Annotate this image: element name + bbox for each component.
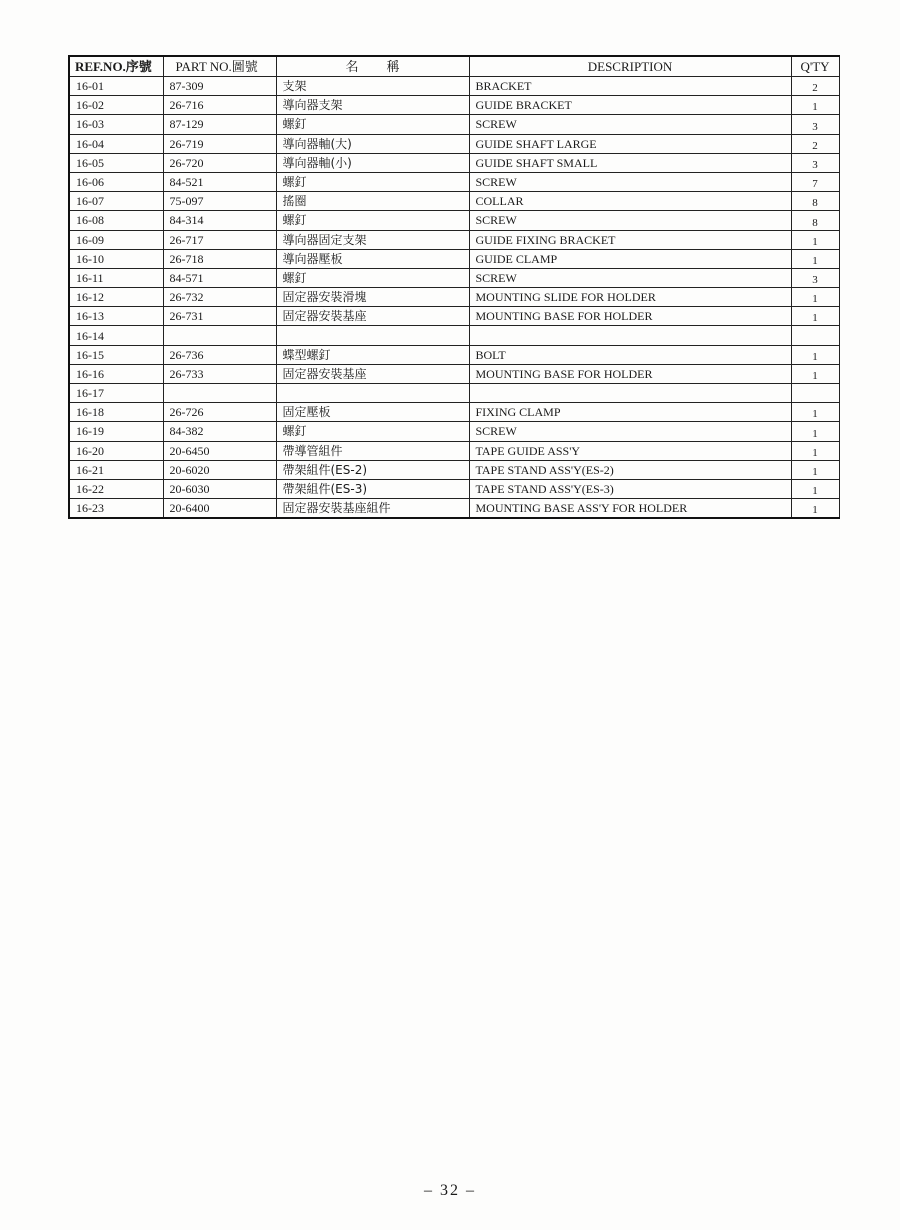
- name-cell: 帶架組件(ES-2): [276, 460, 469, 479]
- name-cell: 蝶型螺釘: [276, 345, 469, 364]
- name-cell: 導向器支架: [276, 96, 469, 115]
- description-cell: GUIDE FIXING BRACKET: [469, 230, 791, 249]
- ref-cell: 16-13: [69, 307, 163, 326]
- table-row: [69, 288, 839, 307]
- table-row: [69, 172, 839, 191]
- name-cell: 螺釘: [276, 211, 469, 230]
- quantity-cell: 1: [791, 479, 839, 498]
- quantity-cell: 7: [791, 172, 839, 191]
- table-row: [69, 268, 839, 287]
- table-row: [69, 403, 839, 422]
- quantity-cell: 8: [791, 192, 839, 211]
- part-number-cell: 84-314: [163, 211, 276, 230]
- part-number-cell: 26-719: [163, 134, 276, 153]
- name-cell: 固定器安裝基座組件: [276, 499, 469, 519]
- header-description: DESCRIPTION: [469, 56, 791, 77]
- part-number-cell: 26-736: [163, 345, 276, 364]
- name-cell: 固定器安裝基座: [276, 307, 469, 326]
- part-number-cell: [163, 384, 276, 403]
- ref-cell: 16-16: [69, 364, 163, 383]
- description-cell: TAPE STAND ASS'Y(ES-2): [469, 460, 791, 479]
- part-number-cell: 87-129: [163, 115, 276, 134]
- ref-cell: 16-10: [69, 249, 163, 268]
- part-number-cell: 26-732: [163, 288, 276, 307]
- part-number-cell: 26-716: [163, 96, 276, 115]
- name-cell: 固定器安裝基座: [276, 364, 469, 383]
- description-cell: GUIDE SHAFT SMALL: [469, 153, 791, 172]
- description-cell: BRACKET: [469, 77, 791, 96]
- ref-cell: 16-02: [69, 96, 163, 115]
- quantity-cell: 1: [791, 364, 839, 383]
- ref-cell: 16-14: [69, 326, 163, 345]
- quantity-cell: [791, 384, 839, 403]
- table-row: [69, 230, 839, 249]
- ref-cell: 16-03: [69, 115, 163, 134]
- table-row: [69, 307, 839, 326]
- name-cell: [276, 326, 469, 345]
- table-row: [69, 249, 839, 268]
- name-cell: 導向器固定支架: [276, 230, 469, 249]
- description-cell: GUIDE SHAFT LARGE: [469, 134, 791, 153]
- description-cell: GUIDE BRACKET: [469, 96, 791, 115]
- header-name: 名稱: [276, 56, 469, 77]
- table-row: [69, 96, 839, 115]
- table-row: [69, 211, 839, 230]
- ref-cell: 16-08: [69, 211, 163, 230]
- part-number-cell: 84-521: [163, 172, 276, 191]
- description-cell: SCREW: [469, 211, 791, 230]
- quantity-cell: 1: [791, 230, 839, 249]
- quantity-cell: 2: [791, 77, 839, 96]
- quantity-cell: 8: [791, 211, 839, 230]
- ref-cell: 16-22: [69, 479, 163, 498]
- name-cell: 螺釘: [276, 268, 469, 287]
- ref-cell: 16-11: [69, 268, 163, 287]
- part-number-cell: [163, 326, 276, 345]
- name-cell: 導向器壓板: [276, 249, 469, 268]
- table-row: [69, 422, 839, 441]
- part-number-cell: 84-382: [163, 422, 276, 441]
- table-row: [69, 153, 839, 172]
- table-header-row: [69, 56, 839, 77]
- table-row: [69, 345, 839, 364]
- table-row: [69, 326, 839, 345]
- name-cell: 導向器軸(小): [276, 153, 469, 172]
- quantity-cell: 2: [791, 134, 839, 153]
- description-cell: SCREW: [469, 172, 791, 191]
- part-number-cell: 20-6030: [163, 479, 276, 498]
- quantity-cell: 1: [791, 345, 839, 364]
- ref-cell: 16-21: [69, 460, 163, 479]
- quantity-cell: 1: [791, 288, 839, 307]
- part-number-cell: 87-309: [163, 77, 276, 96]
- ref-cell: 16-04: [69, 134, 163, 153]
- part-number-cell: 20-6020: [163, 460, 276, 479]
- name-cell: 帶導管組件: [276, 441, 469, 460]
- description-cell: TAPE STAND ASS'Y(ES-3): [469, 479, 791, 498]
- ref-cell: 16-17: [69, 384, 163, 403]
- table-row: [69, 441, 839, 460]
- quantity-cell: 1: [791, 249, 839, 268]
- name-cell: 固定壓板: [276, 403, 469, 422]
- table-row: [69, 479, 839, 498]
- description-cell: BOLT: [469, 345, 791, 364]
- name-cell: 帶架組件(ES-3): [276, 479, 469, 498]
- ref-cell: 16-05: [69, 153, 163, 172]
- table-row: [69, 384, 839, 403]
- part-number-cell: 20-6450: [163, 441, 276, 460]
- quantity-cell: 1: [791, 499, 839, 519]
- part-number-cell: 75-097: [163, 192, 276, 211]
- table-row: [69, 460, 839, 479]
- description-cell: [469, 326, 791, 345]
- quantity-cell: 1: [791, 441, 839, 460]
- header-ref-no: REF.NO.序號: [69, 56, 163, 77]
- quantity-cell: [791, 326, 839, 345]
- ref-cell: 16-01: [69, 77, 163, 96]
- part-number-cell: 26-718: [163, 249, 276, 268]
- header-part-no: PART NO.圖號: [163, 56, 276, 77]
- ref-cell: 16-23: [69, 499, 163, 519]
- name-cell: 螺釘: [276, 172, 469, 191]
- name-cell: [276, 384, 469, 403]
- parts-table-body: [69, 77, 839, 519]
- table-row: [69, 192, 839, 211]
- description-cell: MOUNTING BASE FOR HOLDER: [469, 364, 791, 383]
- quantity-cell: 1: [791, 460, 839, 479]
- ref-cell: 16-19: [69, 422, 163, 441]
- table-row: [69, 364, 839, 383]
- table-row: [69, 115, 839, 134]
- part-number-cell: 26-731: [163, 307, 276, 326]
- name-cell: 支架: [276, 77, 469, 96]
- description-cell: COLLAR: [469, 192, 791, 211]
- page-number: – 32 –: [424, 1182, 476, 1199]
- table-row: [69, 499, 839, 519]
- quantity-cell: 3: [791, 153, 839, 172]
- quantity-cell: 1: [791, 96, 839, 115]
- description-cell: FIXING CLAMP: [469, 403, 791, 422]
- quantity-cell: 1: [791, 307, 839, 326]
- name-cell: 導向器軸(大): [276, 134, 469, 153]
- quantity-cell: 3: [791, 115, 839, 134]
- name-cell: 螺釘: [276, 115, 469, 134]
- ref-cell: 16-18: [69, 403, 163, 422]
- ref-cell: 16-20: [69, 441, 163, 460]
- part-number-cell: 20-6400: [163, 499, 276, 519]
- description-cell: TAPE GUIDE ASS'Y: [469, 441, 791, 460]
- part-number-cell: 26-726: [163, 403, 276, 422]
- part-number-cell: 84-571: [163, 268, 276, 287]
- part-number-cell: 26-733: [163, 364, 276, 383]
- description-cell: SCREW: [469, 115, 791, 134]
- description-cell: MOUNTING BASE FOR HOLDER: [469, 307, 791, 326]
- quantity-cell: 1: [791, 403, 839, 422]
- description-cell: SCREW: [469, 422, 791, 441]
- ref-cell: 16-09: [69, 230, 163, 249]
- quantity-cell: 1: [791, 422, 839, 441]
- part-number-cell: 26-720: [163, 153, 276, 172]
- header-quantity: Q'TY: [791, 56, 839, 77]
- name-cell: 螺釘: [276, 422, 469, 441]
- description-cell: GUIDE CLAMP: [469, 249, 791, 268]
- table-row: [69, 77, 839, 96]
- description-cell: MOUNTING SLIDE FOR HOLDER: [469, 288, 791, 307]
- description-cell: [469, 384, 791, 403]
- ref-cell: 16-12: [69, 288, 163, 307]
- name-cell: 固定器安裝滑塊: [276, 288, 469, 307]
- part-number-cell: 26-717: [163, 230, 276, 249]
- description-cell: MOUNTING BASE ASS'Y FOR HOLDER: [469, 499, 791, 519]
- ref-cell: 16-15: [69, 345, 163, 364]
- ref-cell: 16-07: [69, 192, 163, 211]
- description-cell: SCREW: [469, 268, 791, 287]
- name-cell: 搖圈: [276, 192, 469, 211]
- parts-list-table: [68, 55, 840, 519]
- ref-cell: 16-06: [69, 172, 163, 191]
- table-row: [69, 134, 839, 153]
- quantity-cell: 3: [791, 268, 839, 287]
